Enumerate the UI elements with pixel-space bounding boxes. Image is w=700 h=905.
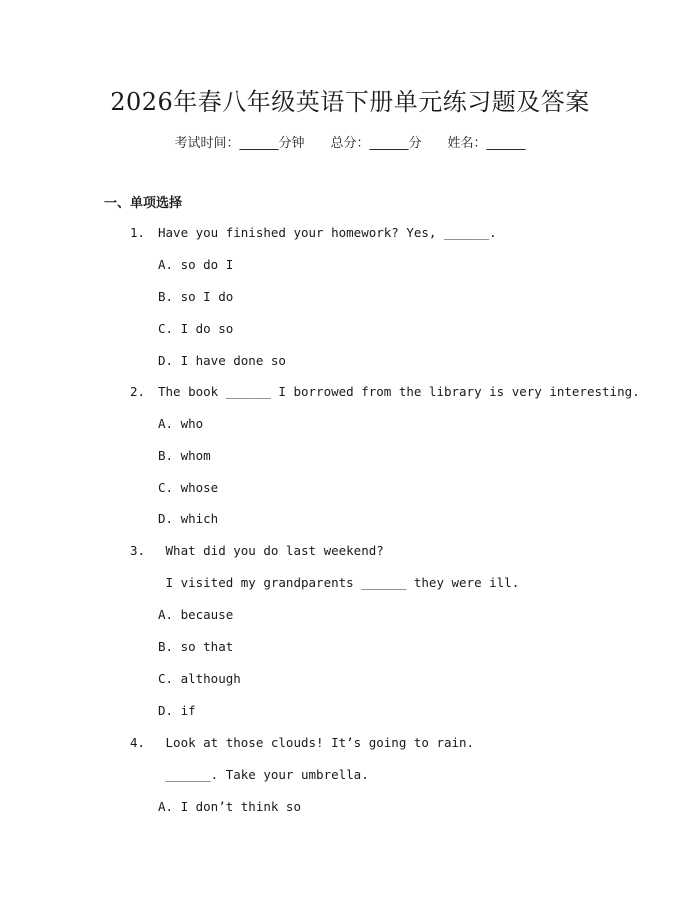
question-text: What did you do last weekend? xyxy=(158,543,384,558)
option-item: B. whom xyxy=(158,448,211,463)
question-text: ______. Take your umbrella. xyxy=(158,767,369,782)
total-score-field: 总分：______分 xyxy=(330,136,422,151)
name-field: 姓名：______ xyxy=(447,136,526,151)
question-number: 1. xyxy=(130,225,146,240)
question-number: 3. xyxy=(130,543,146,558)
option-item: A. who xyxy=(158,416,204,431)
question-text: I visited my grandparents ______ they were ill. xyxy=(158,575,520,590)
option-item: D. if xyxy=(158,703,196,718)
option-item: C. I do so xyxy=(158,321,234,336)
question-text: Look at those clouds! It’s going to rain. xyxy=(158,735,475,750)
question-text: The book ______ I borrowed from the library is very interesting. xyxy=(158,384,640,399)
question-number: 2. xyxy=(130,384,146,399)
option-item: D. which xyxy=(158,511,219,526)
page-title: 2026年春八年级英语下册单元练习题及答案 xyxy=(110,88,590,116)
option-item: A. so do I xyxy=(158,257,234,272)
option-item: A. I don’t think so xyxy=(158,799,301,814)
exam-info-line xyxy=(0,132,700,151)
question-number: 4. xyxy=(130,735,146,750)
option-item: A. because xyxy=(158,607,234,622)
option-item: B. so I do xyxy=(158,289,234,304)
option-item: C. whose xyxy=(158,480,219,495)
exam-time-field: 考试时间：______分钟 xyxy=(174,136,305,151)
question-text: Have you finished your homework? Yes, ______. xyxy=(158,225,497,240)
option-item: D. I have done so xyxy=(158,353,286,368)
option-item: B. so that xyxy=(158,639,234,654)
option-item: C. although xyxy=(158,671,241,686)
section-title: 一、单项选择 xyxy=(104,196,183,211)
